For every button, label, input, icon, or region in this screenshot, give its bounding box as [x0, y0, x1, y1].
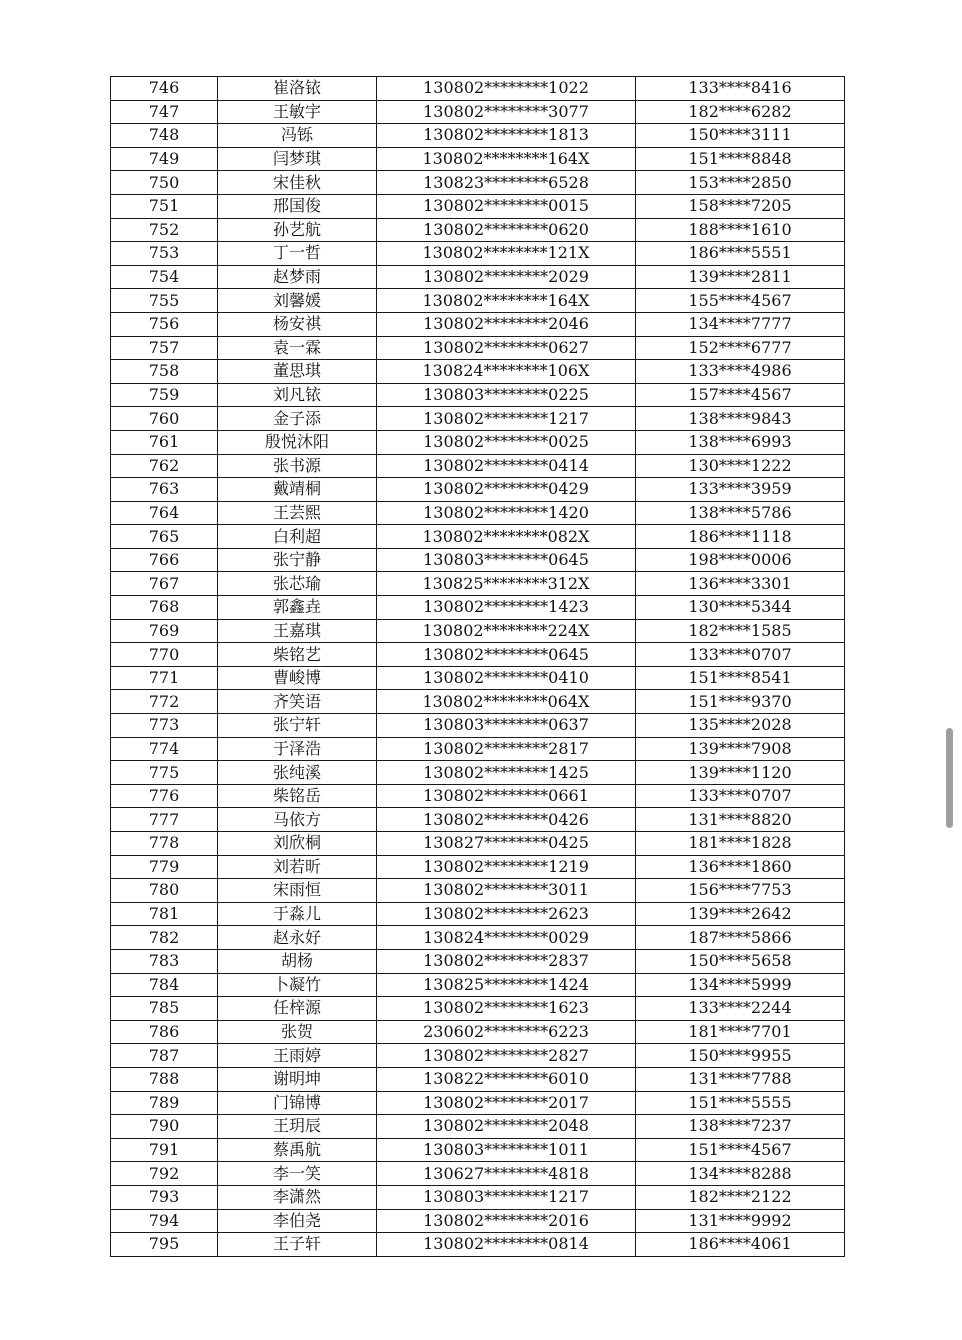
table-row: [111, 596, 845, 620]
name-cell: 白利超: [218, 525, 377, 549]
table-row: [111, 714, 845, 738]
phone-cell: 139****2642: [636, 902, 845, 926]
name-cell: 王嘉琪: [218, 619, 377, 643]
id-number-cell: 130802********2827: [377, 1044, 636, 1068]
table-row: [111, 194, 845, 218]
phone-cell: 151****9370: [636, 690, 845, 714]
name-cell: 杨安祺: [218, 312, 377, 336]
table-row: [111, 1185, 845, 1209]
phone-cell: 153****2850: [636, 171, 845, 195]
name-cell: 刘凡铱: [218, 383, 377, 407]
phone-cell: 151****8541: [636, 666, 845, 690]
id-number-cell: 130802********0661: [377, 784, 636, 808]
id-number-cell: 130802********0620: [377, 218, 636, 242]
row-number-cell: 792: [111, 1162, 218, 1186]
table-row: [111, 478, 845, 502]
row-number-cell: 795: [111, 1233, 218, 1257]
id-number-cell: 130802********121X: [377, 242, 636, 266]
name-cell: 闫梦琪: [218, 147, 377, 171]
phone-cell: 133****2244: [636, 997, 845, 1021]
table-row: [111, 407, 845, 431]
id-number-cell: 130802********0410: [377, 666, 636, 690]
id-number-cell: 130802********2817: [377, 737, 636, 761]
phone-cell: 182****6282: [636, 100, 845, 124]
name-cell: 宋雨恒: [218, 879, 377, 903]
name-cell: 张贺: [218, 1020, 377, 1044]
table-row: [111, 1209, 845, 1233]
row-number-cell: 756: [111, 312, 218, 336]
table-row: [111, 949, 845, 973]
id-number-cell: 130802********164X: [377, 289, 636, 313]
id-number-cell: 130802********1623: [377, 997, 636, 1021]
name-cell: 门锦博: [218, 1091, 377, 1115]
row-number-cell: 788: [111, 1067, 218, 1091]
id-number-cell: 130803********0225: [377, 383, 636, 407]
row-number-cell: 769: [111, 619, 218, 643]
phone-cell: 181****1828: [636, 832, 845, 856]
phone-cell: 138****5786: [636, 501, 845, 525]
name-cell: 李一笑: [218, 1162, 377, 1186]
phone-cell: 155****4567: [636, 289, 845, 313]
id-number-cell: 130802********2046: [377, 312, 636, 336]
id-number-cell: 130802********2623: [377, 902, 636, 926]
roster-table: [110, 76, 845, 1257]
row-number-cell: 754: [111, 265, 218, 289]
table-row: [111, 525, 845, 549]
table-row: [111, 147, 845, 171]
name-cell: 丁一哲: [218, 242, 377, 266]
phone-cell: 130****1222: [636, 454, 845, 478]
phone-cell: 133****0707: [636, 643, 845, 667]
phone-cell: 139****1120: [636, 761, 845, 785]
id-number-cell: 130802********0814: [377, 1233, 636, 1257]
phone-cell: 182****1585: [636, 619, 845, 643]
phone-cell: 138****9843: [636, 407, 845, 431]
row-number-cell: 772: [111, 690, 218, 714]
row-number-cell: 746: [111, 77, 218, 101]
row-number-cell: 753: [111, 242, 218, 266]
id-number-cell: 130802********1022: [377, 77, 636, 101]
id-number-cell: 130802********1813: [377, 124, 636, 148]
phone-cell: 139****2811: [636, 265, 845, 289]
phone-cell: 158****7205: [636, 194, 845, 218]
id-number-cell: 130822********6010: [377, 1067, 636, 1091]
phone-cell: 139****7908: [636, 737, 845, 761]
phone-cell: 138****6993: [636, 430, 845, 454]
table-row: [111, 997, 845, 1021]
table-row: [111, 619, 845, 643]
name-cell: 卜凝竹: [218, 973, 377, 997]
row-number-cell: 781: [111, 902, 218, 926]
phone-cell: 131****7788: [636, 1067, 845, 1091]
phone-cell: 182****2122: [636, 1185, 845, 1209]
table-row: [111, 1162, 845, 1186]
id-number-cell: 130802********2837: [377, 949, 636, 973]
row-number-cell: 768: [111, 596, 218, 620]
row-number-cell: 760: [111, 407, 218, 431]
id-number-cell: 130802********0015: [377, 194, 636, 218]
row-number-cell: 779: [111, 855, 218, 879]
id-number-cell: 130802********1217: [377, 407, 636, 431]
phone-cell: 150****3111: [636, 124, 845, 148]
row-number-cell: 748: [111, 124, 218, 148]
table-row: [111, 761, 845, 785]
table-row: [111, 855, 845, 879]
row-number-cell: 785: [111, 997, 218, 1021]
name-cell: 张纯溪: [218, 761, 377, 785]
vertical-scrollbar[interactable]: [946, 728, 953, 828]
row-number-cell: 794: [111, 1209, 218, 1233]
table-row: [111, 1138, 845, 1162]
phone-cell: 131****8820: [636, 808, 845, 832]
name-cell: 任梓源: [218, 997, 377, 1021]
name-cell: 齐笑语: [218, 690, 377, 714]
table-row: [111, 383, 845, 407]
name-cell: 赵永好: [218, 926, 377, 950]
name-cell: 于泽浩: [218, 737, 377, 761]
name-cell: 张宁静: [218, 548, 377, 572]
name-cell: 孙艺航: [218, 218, 377, 242]
table-row: [111, 1020, 845, 1044]
name-cell: 崔洛铱: [218, 77, 377, 101]
phone-cell: 133****8416: [636, 77, 845, 101]
phone-cell: 134****8288: [636, 1162, 845, 1186]
name-cell: 王芸熙: [218, 501, 377, 525]
row-number-cell: 763: [111, 478, 218, 502]
name-cell: 胡杨: [218, 949, 377, 973]
name-cell: 李伯尧: [218, 1209, 377, 1233]
id-number-cell: 130802********3077: [377, 100, 636, 124]
phone-cell: 157****4567: [636, 383, 845, 407]
name-cell: 郭鑫垚: [218, 596, 377, 620]
table-row: [111, 902, 845, 926]
table-row: [111, 784, 845, 808]
name-cell: 于淼儿: [218, 902, 377, 926]
phone-cell: 150****5658: [636, 949, 845, 973]
row-number-cell: 787: [111, 1044, 218, 1068]
phone-cell: 134****7777: [636, 312, 845, 336]
id-number-cell: 130627********4818: [377, 1162, 636, 1186]
name-cell: 刘若昕: [218, 855, 377, 879]
id-number-cell: 130802********2016: [377, 1209, 636, 1233]
row-number-cell: 755: [111, 289, 218, 313]
table-row: [111, 1067, 845, 1091]
id-number-cell: 130803********0637: [377, 714, 636, 738]
row-number-cell: 770: [111, 643, 218, 667]
table-row: [111, 832, 845, 856]
id-number-cell: 130824********106X: [377, 360, 636, 384]
row-number-cell: 791: [111, 1138, 218, 1162]
table-row: [111, 171, 845, 195]
row-number-cell: 780: [111, 879, 218, 903]
table-row: [111, 737, 845, 761]
row-number-cell: 751: [111, 194, 218, 218]
row-number-cell: 747: [111, 100, 218, 124]
phone-cell: 151****5555: [636, 1091, 845, 1115]
id-number-cell: 130802********1219: [377, 855, 636, 879]
row-number-cell: 764: [111, 501, 218, 525]
table-row: [111, 265, 845, 289]
table-row: [111, 501, 845, 525]
id-number-cell: 130802********1425: [377, 761, 636, 785]
phone-cell: 186****1118: [636, 525, 845, 549]
name-cell: 冯铄: [218, 124, 377, 148]
name-cell: 曹峻博: [218, 666, 377, 690]
id-number-cell: 130802********0025: [377, 430, 636, 454]
id-number-cell: 130827********0425: [377, 832, 636, 856]
table-row: [111, 100, 845, 124]
phone-cell: 138****7237: [636, 1115, 845, 1139]
row-number-cell: 757: [111, 336, 218, 360]
phone-cell: 156****7753: [636, 879, 845, 903]
name-cell: 李潇然: [218, 1185, 377, 1209]
id-number-cell: 130802********224X: [377, 619, 636, 643]
id-number-cell: 130802********2029: [377, 265, 636, 289]
row-number-cell: 774: [111, 737, 218, 761]
table-row: [111, 360, 845, 384]
name-cell: 戴靖桐: [218, 478, 377, 502]
row-number-cell: 778: [111, 832, 218, 856]
phone-cell: 133****3959: [636, 478, 845, 502]
name-cell: 柴铭岳: [218, 784, 377, 808]
row-number-cell: 793: [111, 1185, 218, 1209]
table-row: [111, 690, 845, 714]
id-number-cell: 130824********0029: [377, 926, 636, 950]
name-cell: 王雨婷: [218, 1044, 377, 1068]
phone-cell: 135****2028: [636, 714, 845, 738]
row-number-cell: 766: [111, 548, 218, 572]
phone-cell: 133****4986: [636, 360, 845, 384]
table-row: [111, 430, 845, 454]
phone-cell: 133****0707: [636, 784, 845, 808]
phone-cell: 152****6777: [636, 336, 845, 360]
row-number-cell: 762: [111, 454, 218, 478]
table-row: [111, 973, 845, 997]
table-row: [111, 124, 845, 148]
table-row: [111, 242, 845, 266]
name-cell: 殷悦沐阳: [218, 430, 377, 454]
row-number-cell: 765: [111, 525, 218, 549]
table-row: [111, 312, 845, 336]
id-number-cell: 130802********0627: [377, 336, 636, 360]
id-number-cell: 130802********0429: [377, 478, 636, 502]
name-cell: 董思琪: [218, 360, 377, 384]
table-row: [111, 926, 845, 950]
phone-cell: 136****3301: [636, 572, 845, 596]
row-number-cell: 789: [111, 1091, 218, 1115]
name-cell: 刘馨媛: [218, 289, 377, 313]
table-row: [111, 218, 845, 242]
table-row: [111, 643, 845, 667]
id-number-cell: 130802********2017: [377, 1091, 636, 1115]
row-number-cell: 783: [111, 949, 218, 973]
phone-cell: 151****8848: [636, 147, 845, 171]
phone-cell: 130****5344: [636, 596, 845, 620]
table-row: [111, 572, 845, 596]
id-number-cell: 130825********312X: [377, 572, 636, 596]
name-cell: 袁一霖: [218, 336, 377, 360]
name-cell: 王敏宇: [218, 100, 377, 124]
row-number-cell: 767: [111, 572, 218, 596]
row-number-cell: 784: [111, 973, 218, 997]
id-number-cell: 230602********6223: [377, 1020, 636, 1044]
row-number-cell: 786: [111, 1020, 218, 1044]
row-number-cell: 752: [111, 218, 218, 242]
table-row: [111, 77, 845, 101]
phone-cell: 136****1860: [636, 855, 845, 879]
name-cell: 张宁轩: [218, 714, 377, 738]
id-number-cell: 130802********1423: [377, 596, 636, 620]
name-cell: 赵梦雨: [218, 265, 377, 289]
name-cell: 柴铭艺: [218, 643, 377, 667]
table-row: [111, 1115, 845, 1139]
id-number-cell: 130802********082X: [377, 525, 636, 549]
phone-cell: 150****9955: [636, 1044, 845, 1068]
table-row: [111, 289, 845, 313]
name-cell: 谢明坤: [218, 1067, 377, 1091]
name-cell: 张书源: [218, 454, 377, 478]
id-number-cell: 130802********0426: [377, 808, 636, 832]
row-number-cell: 758: [111, 360, 218, 384]
name-cell: 蔡禹航: [218, 1138, 377, 1162]
row-number-cell: 749: [111, 147, 218, 171]
id-number-cell: 130802********0414: [377, 454, 636, 478]
table-row: [111, 666, 845, 690]
id-number-cell: 130823********6528: [377, 171, 636, 195]
table-row: [111, 808, 845, 832]
id-number-cell: 130803********0645: [377, 548, 636, 572]
table-row: [111, 1233, 845, 1257]
name-cell: 马依方: [218, 808, 377, 832]
id-number-cell: 130803********1217: [377, 1185, 636, 1209]
id-number-cell: 130802********164X: [377, 147, 636, 171]
row-number-cell: 750: [111, 171, 218, 195]
row-number-cell: 782: [111, 926, 218, 950]
row-number-cell: 790: [111, 1115, 218, 1139]
phone-cell: 134****5999: [636, 973, 845, 997]
row-number-cell: 771: [111, 666, 218, 690]
phone-cell: 181****7701: [636, 1020, 845, 1044]
name-cell: 宋佳秋: [218, 171, 377, 195]
id-number-cell: 130802********1420: [377, 501, 636, 525]
table-row: [111, 1044, 845, 1068]
name-cell: 刘欣桐: [218, 832, 377, 856]
roster-body: [111, 77, 845, 1257]
name-cell: 张芯瑜: [218, 572, 377, 596]
row-number-cell: 773: [111, 714, 218, 738]
phone-cell: 131****9992: [636, 1209, 845, 1233]
name-cell: 邢国俊: [218, 194, 377, 218]
id-number-cell: 130803********1011: [377, 1138, 636, 1162]
phone-cell: 188****1610: [636, 218, 845, 242]
row-number-cell: 759: [111, 383, 218, 407]
id-number-cell: 130825********1424: [377, 973, 636, 997]
table-row: [111, 1091, 845, 1115]
table-row: [111, 336, 845, 360]
phone-cell: 186****5551: [636, 242, 845, 266]
table-row: [111, 454, 845, 478]
phone-cell: 151****4567: [636, 1138, 845, 1162]
table-row: [111, 879, 845, 903]
row-number-cell: 775: [111, 761, 218, 785]
phone-cell: 187****5866: [636, 926, 845, 950]
id-number-cell: 130802********2048: [377, 1115, 636, 1139]
name-cell: 王子轩: [218, 1233, 377, 1257]
id-number-cell: 130802********064X: [377, 690, 636, 714]
name-cell: 王玥辰: [218, 1115, 377, 1139]
row-number-cell: 761: [111, 430, 218, 454]
row-number-cell: 776: [111, 784, 218, 808]
id-number-cell: 130802********0645: [377, 643, 636, 667]
id-number-cell: 130802********3011: [377, 879, 636, 903]
table-row: [111, 548, 845, 572]
row-number-cell: 777: [111, 808, 218, 832]
name-cell: 金子添: [218, 407, 377, 431]
phone-cell: 186****4061: [636, 1233, 845, 1257]
phone-cell: 198****0006: [636, 548, 845, 572]
